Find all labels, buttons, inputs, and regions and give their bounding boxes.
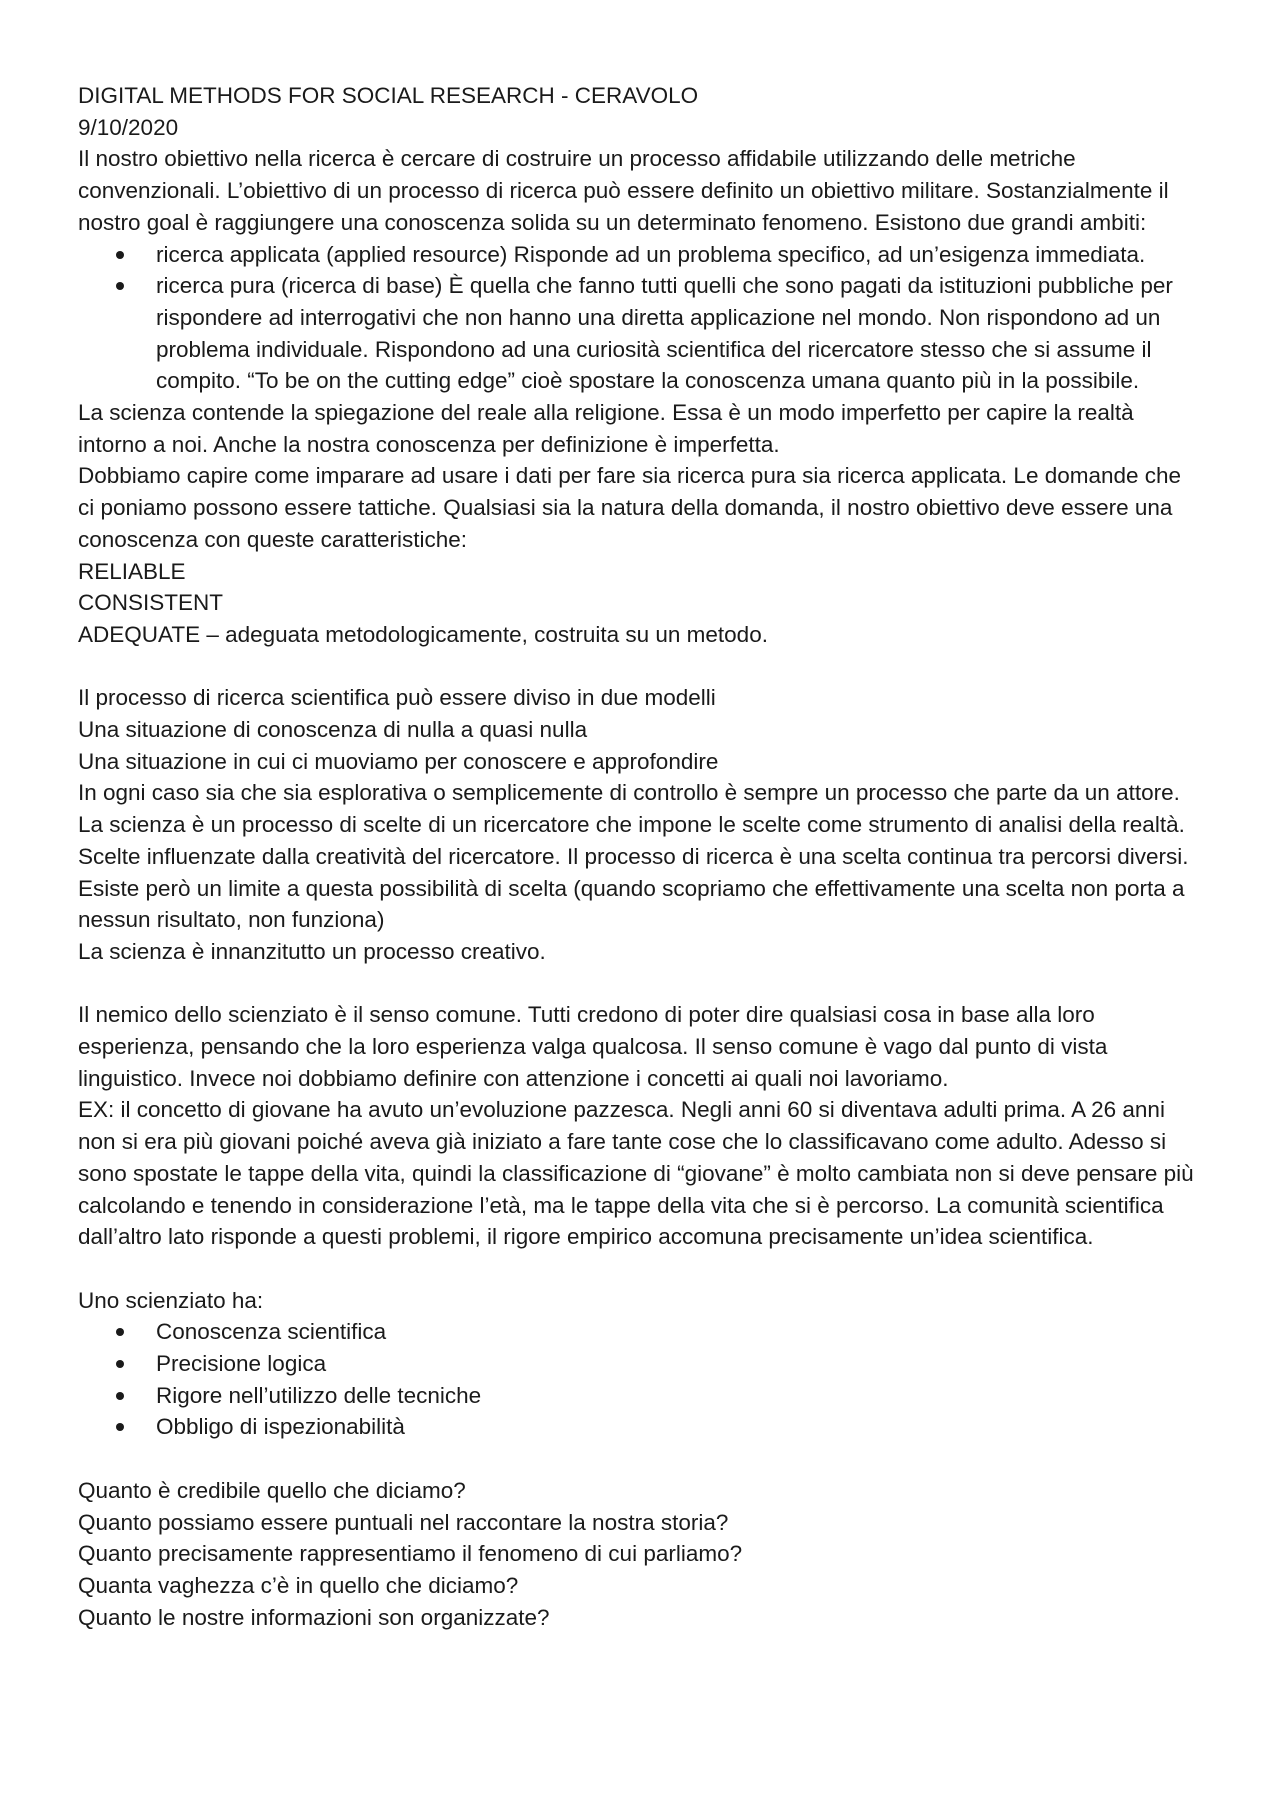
- paragraph: In ogni caso sia che sia esplorativa o semplicemente di controllo è sempre un processo che parte da un attore. La scienza è un processo di scelte di un ricercatore che impone le scelte come strumento di analisi della realtà. Scelte influenzate dalla creatività del ricercatore. Il processo di ricerca è una scelta continua tra percorsi diversi. Esiste però un limite a questa possibilità di scelta (quando scopriamo che effettivamente una scelta non porta a nessun risultato, non funziona): [78, 780, 1189, 933]
- paragraph: Una situazione di conoscenza di nulla a quasi nulla: [78, 717, 588, 743]
- question: Quanto possiamo essere puntuali nel raccontare la nostra storia?: [78, 1509, 729, 1535]
- list-item: [78, 270, 1202, 397]
- list-item: [78, 1380, 1202, 1412]
- question: Quanto è credibile quello che diciamo?: [78, 1477, 466, 1503]
- paragraph: La scienza è innanzitutto un processo creativo.: [78, 938, 546, 964]
- list-item-text: Obbligo di ispezionabilità: [156, 1414, 405, 1440]
- paragraph: EX: il concetto di giovane ha avuto un’evoluzione pazzesca. Negli anni 60 si diventava adulti prima. A 26 anni non si era più giovani poiché aveva già iniziato a fare tante cose che lo classificavano come adulto. Adesso si sono spostate le tappe della vita, quindi la classificazione di “giovane” è molto cambiata non si deve pensare più calcolando e tenendo in considerazione l’età, ma le tappe della vita che si è percorso. La comunità scientifica dall’altro lato risponde a questi problemi, il rigore empirico accomuna precisamente un’idea scientifica.: [78, 1097, 1194, 1250]
- paragraph: La scienza contende la spiegazione del reale alla religione. Essa è un modo imperfetto per capire la realtà intorno a noi. Anche la nostra conoscenza per definizione è imperfetta.: [78, 400, 1134, 457]
- list-item-text: Rigore nell’utilizzo delle tecniche: [156, 1382, 482, 1408]
- document-title: DIGITAL METHODS FOR SOCIAL RESEARCH - CERAVOLO: [78, 83, 699, 108]
- bullet-icon: [116, 1423, 124, 1431]
- spacer: [78, 1253, 1202, 1285]
- list-item: [78, 1411, 1202, 1443]
- paragraph: Il nemico dello scienziato è il senso comune. Tutti credono di poter dire qualsiasi cosa in base alla loro esperienza, pensando che la loro esperienza valga qualcosa. Il senso comune è vago dal punto di vista linguistico. Invece noi dobbiamo definire con attenzione i concetti ai quali noi lavoriamo.: [78, 1002, 1108, 1091]
- question: Quanta vaghezza c’è in quello che diciamo?: [78, 1572, 519, 1598]
- list-item-text: Conoscenza scientifica: [156, 1319, 387, 1345]
- paragraph: Il processo di ricerca scientifica può essere diviso in due modelli: [78, 685, 716, 711]
- list-item: [78, 1316, 1202, 1348]
- paragraph: Una situazione in cui ci muoviamo per conoscere e approfondire: [78, 748, 719, 774]
- document-date: 9/10/2020: [78, 114, 179, 140]
- paragraph: Il nostro obiettivo nella ricerca è cercare di costruire un processo affidabile utilizzando delle metriche convenzionali. L’obiettivo di un processo di ricerca può essere definito un obiettivo militare. Sostanzialmente il nostro goal è raggiungere una conoscenza solida su un determinato fenomeno. Esistono due grandi ambiti:: [78, 146, 1169, 235]
- spacer: [78, 968, 1202, 1000]
- list-item-text: Precisione logica: [156, 1351, 327, 1377]
- bullet-icon: [116, 1360, 124, 1368]
- question: Quanto precisamente rappresentiamo il fenomeno di cui parliamo?: [78, 1541, 743, 1567]
- question: Quanto le nostre informazioni son organizzate?: [78, 1604, 550, 1630]
- characteristic-reliable: RELIABLE: [78, 558, 186, 584]
- characteristic-consistent: CONSISTENT: [78, 590, 224, 616]
- list-item-text: ricerca pura (ricerca di base) È quella che fanno tutti quelli che sono pagati da istituzioni pubbliche per rispondere ad interrogativi che non hanno una diretta applicazione nel mondo. Non rispondono ad un problema individuale. Rispondono ad una curiosità scientifica del ricercatore stesso che si assume il compito. “To be on the cutting edge” cioè spostare la conoscenza umana quanto più in la possibile.: [156, 273, 1173, 394]
- bullet-icon: [116, 1328, 124, 1336]
- bullet-icon: [116, 251, 124, 259]
- characteristic-adequate: ADEQUATE – adeguata metodologicamente, costruita su un metodo.: [78, 621, 768, 647]
- bullet-icon: [116, 1392, 124, 1400]
- bullet-icon: [116, 282, 124, 290]
- scienziato-list: [78, 1316, 1202, 1443]
- list-item: [78, 1348, 1202, 1380]
- spacer: [78, 1443, 1202, 1475]
- list-item: [78, 239, 1202, 271]
- ambiti-list: [78, 239, 1202, 398]
- spacer: [78, 651, 1202, 683]
- list-item-text: ricerca applicata (applied resource) Risponde ad un problema specifico, ad un’esigenza immediata.: [156, 241, 1146, 267]
- paragraph: Dobbiamo capire come imparare ad usare i dati per fare sia ricerca pura sia ricerca applicata. Le domande che ci poniamo possono essere tattiche. Qualsiasi sia la natura della domanda, il nostro obiettivo deve essere una conoscenza con queste caratteristiche:: [78, 463, 1182, 552]
- paragraph: Uno scienziato ha:: [78, 1287, 264, 1313]
